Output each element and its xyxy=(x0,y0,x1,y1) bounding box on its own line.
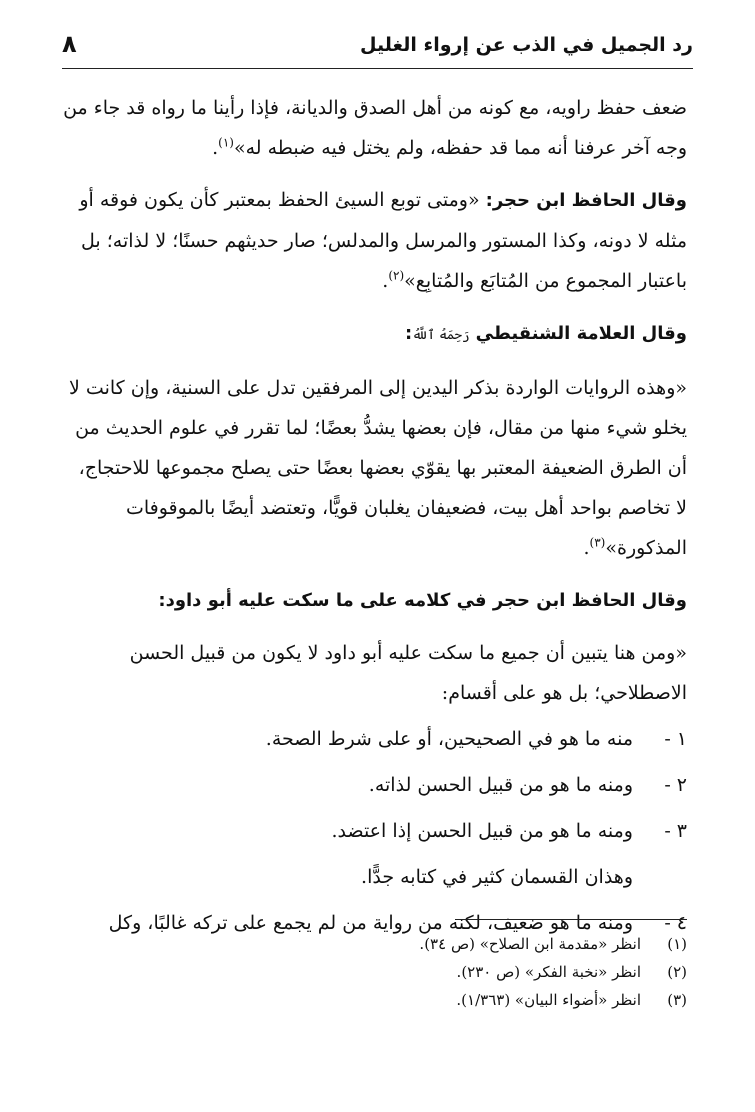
list-item: ٤ - ومنه ما هو ضعيف، لكنه من رواية من لم يجمع على تركه غالبًا، وكل xyxy=(108,912,687,934)
footnote: (٣) انظر «أضواء البيان» (١/٣٦٣). xyxy=(456,991,687,1009)
honorific: رَحِمَهُ ٱللَّهُ xyxy=(412,328,470,343)
list-item: ٣ - ومنه ما هو من قبيل الحسن إذا اعتضد. xyxy=(331,820,687,842)
running-header xyxy=(62,28,693,68)
paragraph-6: «ومن هنا يتبين أن جميع ما سكت عليه أبو داود لا يكون من قبيل الحسن الاصطلاحي؛ بل هو على أقسام: xyxy=(129,642,687,704)
page-number: ٨ xyxy=(62,30,77,58)
footnote-ref-2[interactable]: (٢) xyxy=(388,268,405,283)
quote-attribution: وقال العلامة الشنقيطي xyxy=(475,323,687,344)
paragraph-5 xyxy=(62,580,687,621)
footnote: (٢) انظر «نخبة الفكر» (ص ٢٣٠). xyxy=(456,963,687,981)
indented-line: وهذان القسمان كثير في كتابه جدًّا. xyxy=(361,866,633,888)
footnote-ref-1[interactable]: (١) xyxy=(218,135,234,150)
quote-attribution: وقال الحافظ ابن حجر في كلامه على ما سكت عليه أبو داود: xyxy=(158,590,687,611)
list-item: ٢ - ومنه ما هو من قبيل الحسن لذاته. xyxy=(368,774,687,796)
footnote-separator xyxy=(455,919,687,920)
page-body xyxy=(62,88,687,943)
header-rule xyxy=(62,68,693,69)
footnotes xyxy=(62,930,687,1014)
paragraph-1: ضعف حفظ راويه، مع كونه من أهل الصدق والديانة، فإذا رأينا ما رواه قد جاء من وجه آخر عرفنا أنه مما قد حفظه، ولم يختل فيه ضبطه له»$^{(١)}$. xyxy=(63,97,687,159)
book-title: رد الجميل في الذب عن إرواء الغليل xyxy=(360,34,693,56)
quote-attribution: وقال الحافظ ابن حجر: xyxy=(485,190,687,211)
list-item: ١ - منه ما هو في الصحيحين، أو على شرط الصحة. xyxy=(265,728,687,750)
footnote-ref-3[interactable]: (٣) xyxy=(589,535,606,550)
paragraph-2: وقال الحافظ ابن حجر: «ومتى توبع السيئ الحفظ بمعتبر كأن يكون فوقه أو مثله لا دونه، وكذا المستور والمرسل والمدلس؛ صار حديثهم حسنًا؛ لا لذاته؛ بل باعتبار المجموع من المُتابَع والمُتابِع»$^{(٢)}$. xyxy=(79,189,687,292)
paragraph-4: «وهذه الروايات الواردة بذكر اليدين إلى المرفقين تدل على السنية، وإن كانت لا يخلو شيء منها من مقال، فإن بعضها يشدُّ بعضًا؛ لما تقرر في علوم الحديث من أن الطرق الضعيفة المعتبر بها يقوّي بعضها بعضًا حتى يصلح مجموعها للاحتجاج، لا تخاصم بواحد أهل بيت، فضعيفان يغلبان قويًّا، وتعتضد أيضًا بالموقوفات المذكورة»$^{(٣)}$. xyxy=(69,377,687,559)
paragraph-3: وقال العلامة الشنقيطي رَحِمَهُ ٱللَّهُ: xyxy=(404,323,687,344)
footnote: (١) انظر «مقدمة ابن الصلاح» (ص ٣٤). xyxy=(419,935,687,953)
